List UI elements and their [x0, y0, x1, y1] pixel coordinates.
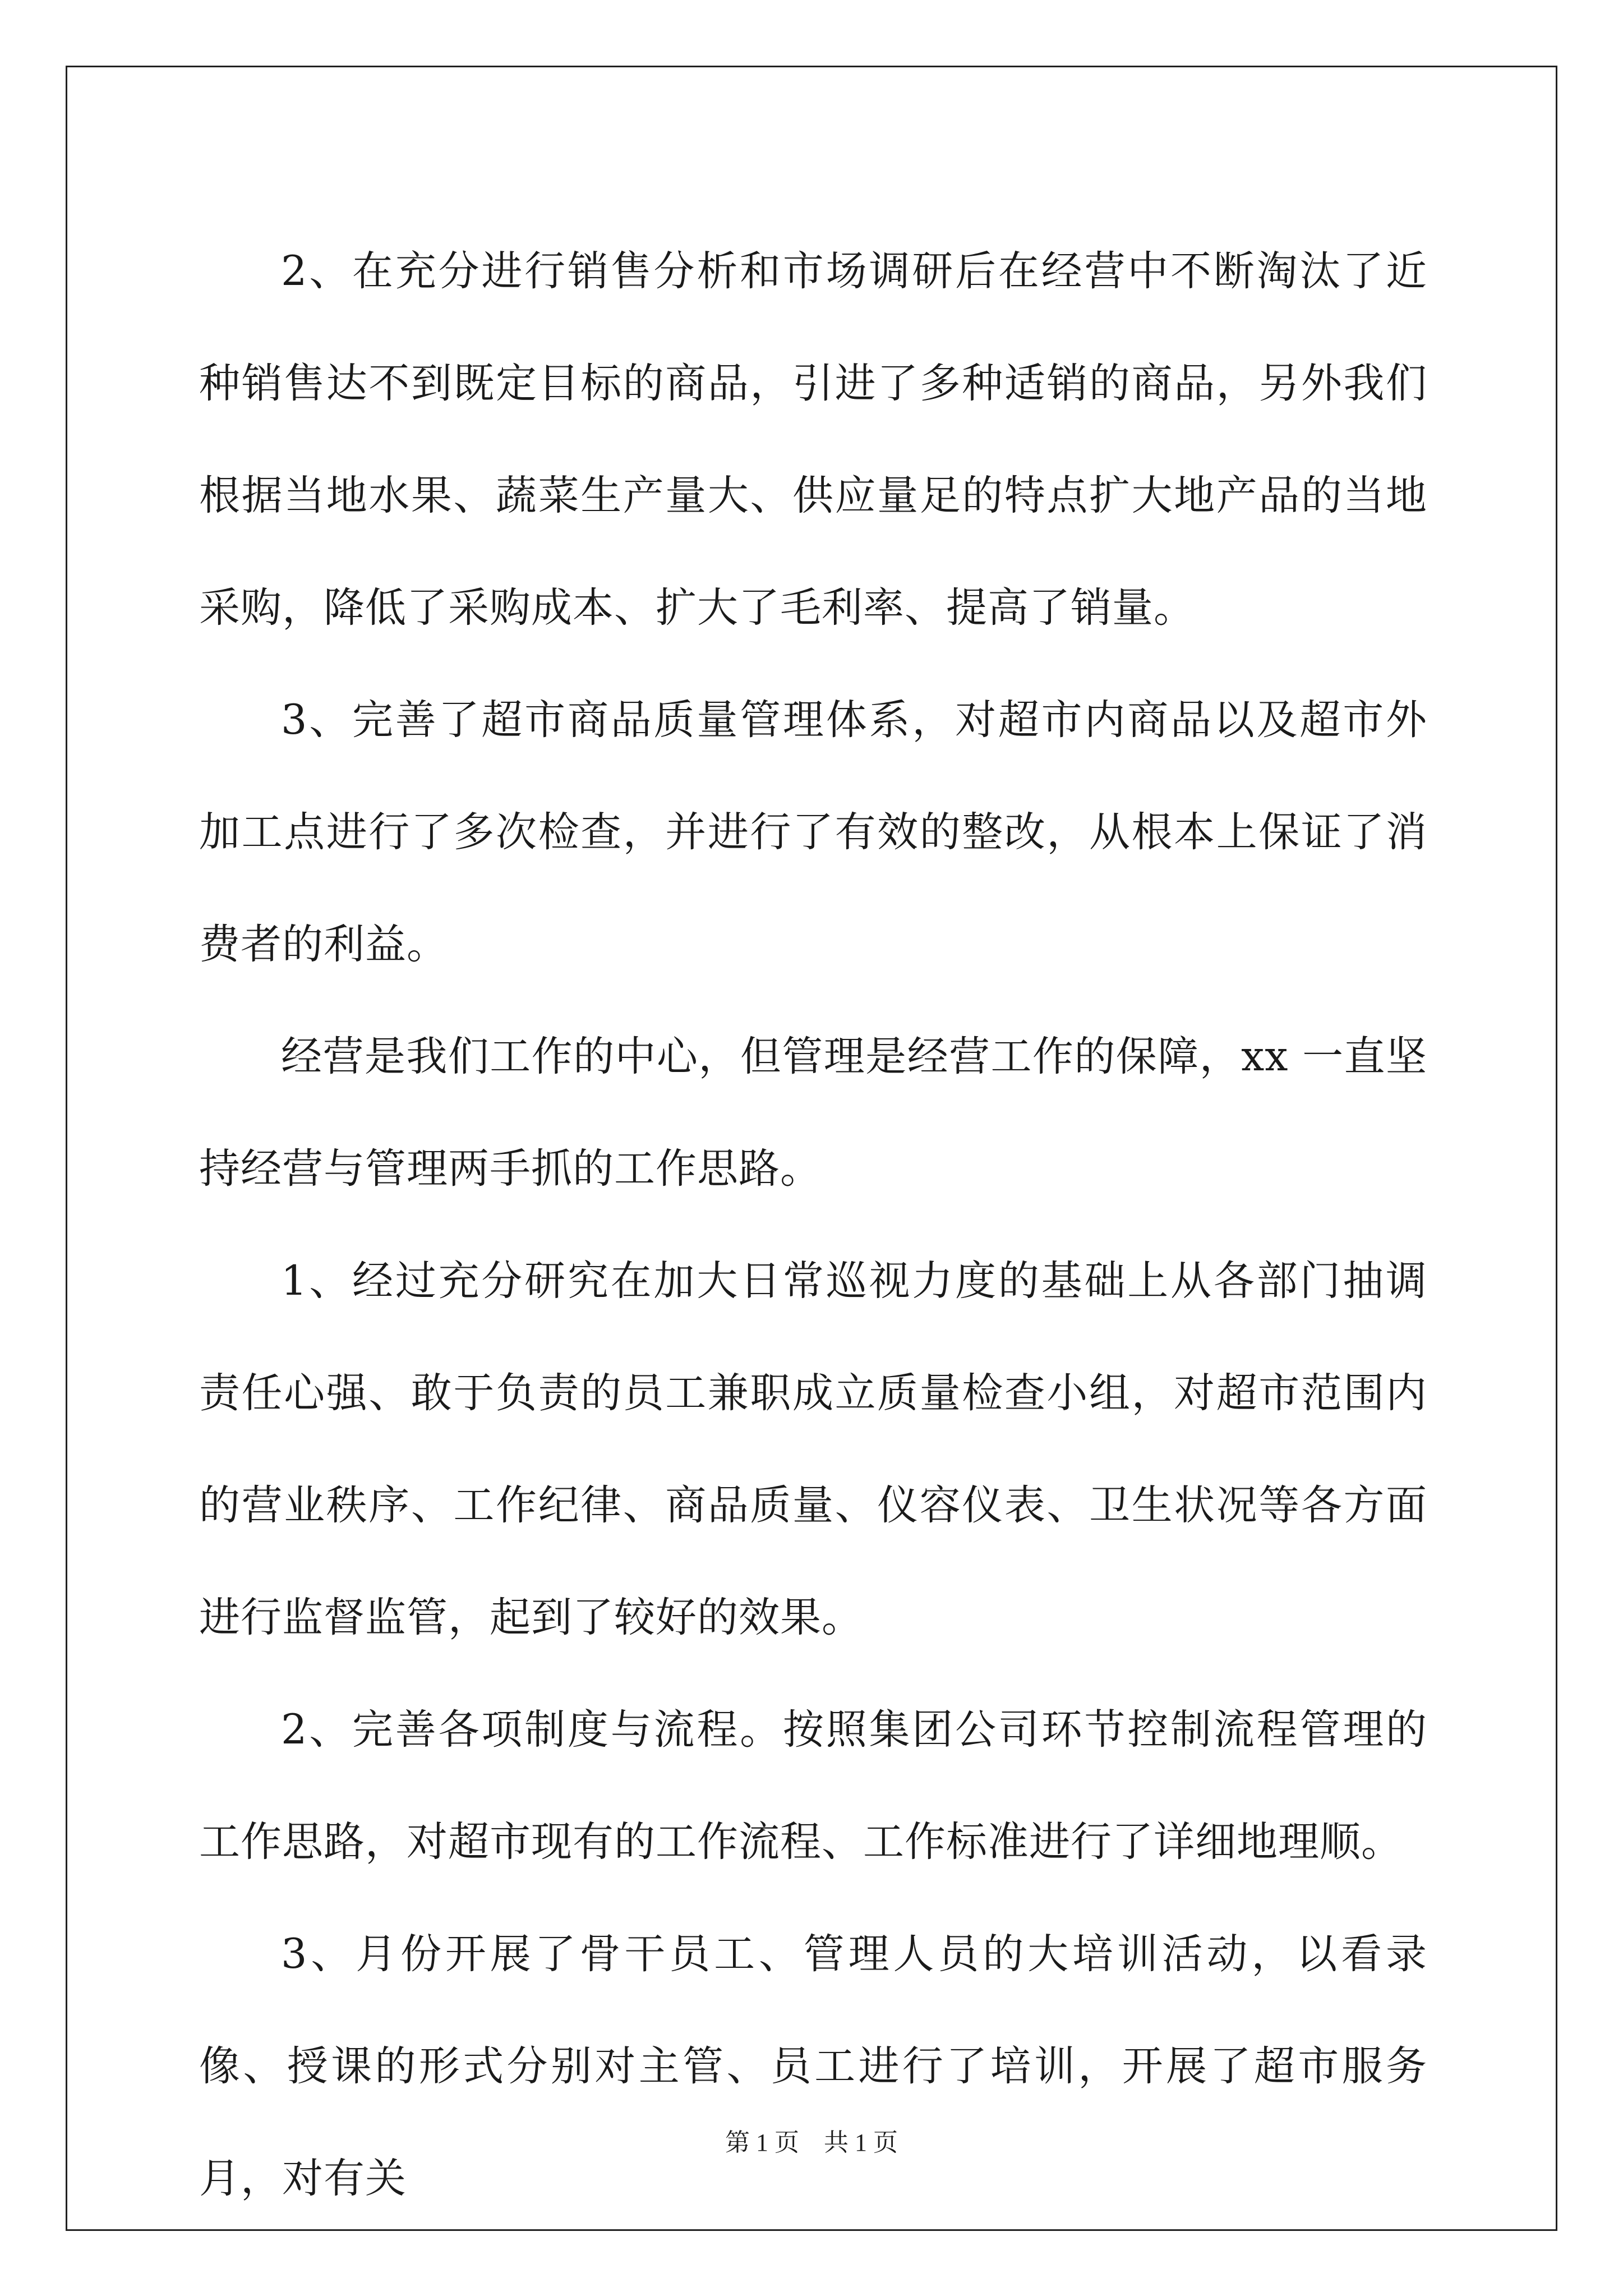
paragraph: 2、在充分进行销售分析和市场调研后在经营中不断淘汰了近种销售达不到既定目标的商品，引进了多种适销的商品，另外我们根据当地水果、蔬菜生产量大、供应量足的特点扩大地产品的当地采购，降低了采购成本、扩大了毛利率、提高了销量。: [199, 247, 1427, 632]
paragraph: 3、月份开展了骨干员工、管理人员的大培训活动，以看录像、授课的形式分别对主管、员工进行了培训，开展了超市服务月，对有关: [199, 1930, 1427, 2202]
document-body: [199, 215, 1427, 2235]
paragraph: 经营是我们工作的中心，但管理是经营工作的保障，xx 一直坚持经营与管理两手抓的工作思路。: [199, 1033, 1427, 1193]
paragraph: 2、完善各项制度与流程。按照集团公司环节控制流程管理的工作思路，对超市现有的工作流程、工作标准进行了详细地理顺。: [199, 1706, 1427, 1866]
paragraph: 3、完善了超市商品质量管理体系，对超市内商品以及超市外加工点进行了多次检查，并进行了有效的整改，从根本上保证了消费者的利益。: [199, 696, 1427, 968]
paragraph: 1、经过充分研究在加大日常巡视力度的基础上从各部门抽调责任心强、敢于负责的员工兼职成立质量检查小组，对超市范围内的营业秩序、工作纪律、商品质量、仪容仪表、卫生状况等各方面进行监督监管，起到了较好的效果。: [199, 1257, 1427, 1641]
page-number-footer: 第 1 页 共 1 页: [725, 2129, 898, 2156]
